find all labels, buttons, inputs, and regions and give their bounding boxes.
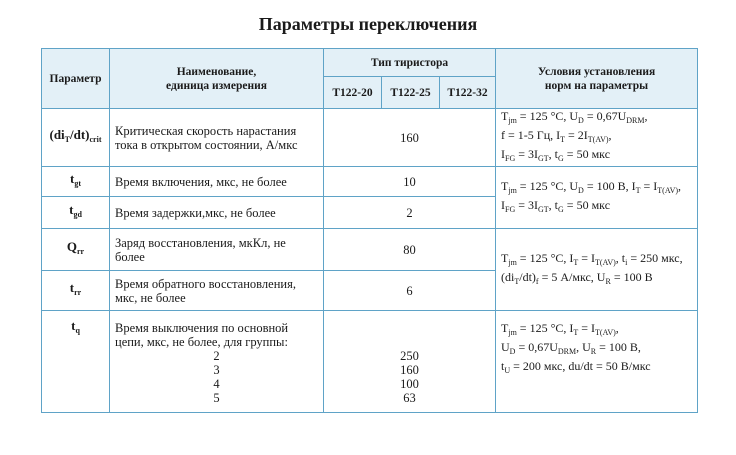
value-tq <box>324 311 496 413</box>
header-type-t122-20: Т122-20 <box>324 77 382 109</box>
page-title: Параметры переключения <box>258 14 478 34</box>
table-row <box>42 109 698 167</box>
name-tq <box>110 311 324 413</box>
tq-values-list <box>329 349 490 405</box>
value-qrr: 80 <box>324 229 496 271</box>
value-trr: 6 <box>324 271 496 311</box>
param-tq: $t_q$ <box>42 311 110 413</box>
header-name-line1: Наименование, <box>176 65 257 78</box>
param-tgd: $t_{gd}$ <box>42 197 110 229</box>
list-item: 100 <box>400 377 419 391</box>
conditions-2: $T_{jm} = 125$ °C, $U_D = 100$ В, $I_T = I_{T(AV)}$, $I_{FG} = 3I_{GT}$, $t_G = 50$ мкс <box>496 167 698 229</box>
table-row <box>42 229 698 271</box>
value-di-dt: 160 <box>324 109 496 167</box>
value-tgt: 10 <box>324 167 496 197</box>
header-type-t122-25: Т122-25 <box>382 77 440 109</box>
name-di-dt: Критическая скорость нарастания тока в открытом состоянии, А/мкс <box>110 109 324 167</box>
header-cond-line1: Условия установления <box>537 65 656 78</box>
header-conditions <box>496 49 698 109</box>
list-item: 63 <box>403 391 416 405</box>
header-type-t122-32: Т122-32 <box>440 77 496 109</box>
name-tq-text: Время выключения по основной цепи, мкс, не более, для группы: <box>115 321 289 349</box>
header-name-line2: единица измерения <box>166 79 267 92</box>
header-name <box>110 49 324 109</box>
list-item: 160 <box>400 363 419 377</box>
header-param: Параметр <box>42 49 110 109</box>
switching-parameters-table <box>41 48 698 413</box>
tq-groups-list <box>115 349 318 405</box>
param-qrr: $Q_{rr}$ <box>42 229 110 271</box>
name-qrr: Заряд восстановления, мкКл, не более <box>110 229 324 271</box>
param-tgt: $t_{gt}$ <box>42 167 110 197</box>
param-trr: $t_{rr}$ <box>42 271 110 311</box>
list-item: 4 <box>213 377 220 391</box>
table-row <box>42 311 698 413</box>
conditions-3: $T_{jm} = 125$ °C, $I_T = I_{T(AV)}$, $t_i = 250$ мкс, $(di_T/dt)_f = 5$ А/мкс, $U_R = 100$ В <box>496 229 698 311</box>
name-trr: Время обратного восстановления, мкс, не более <box>110 271 324 311</box>
list-item: 3 <box>213 363 220 377</box>
list-item: 250 <box>400 349 419 363</box>
list-item: 5 <box>213 391 220 405</box>
header-type: Тип тиристора <box>324 49 496 77</box>
conditions-4: $T_{jm} = 125$ °C, $I_T = I_{T(AV)}$, $U_D = 0,67U_{DRM}$, $U_R = 100$ В, $t_U = 200$ мкс, du/dt = 50 В/мкс <box>496 311 698 413</box>
table-row <box>42 167 698 197</box>
header-cond-line2: норм на параметры <box>544 79 649 92</box>
name-tgt: Время включения, мкс, не более <box>110 167 324 197</box>
conditions-1: $T_{jm} = 125$ °C, $U_D = 0,67U_{DRM}$, f = 1-5 Гц, $I_T = 2I_{T(AV)}$, $I_{FG} = 3I_{GT}$, $t_G = 50$ мкс <box>496 109 698 167</box>
name-tgd: Время задержки,мкс, не более <box>110 197 324 229</box>
list-item: 2 <box>213 349 220 363</box>
param-di-dt: $(di_T/dt)_{crit}$ <box>42 109 110 167</box>
value-tgd: 2 <box>324 197 496 229</box>
